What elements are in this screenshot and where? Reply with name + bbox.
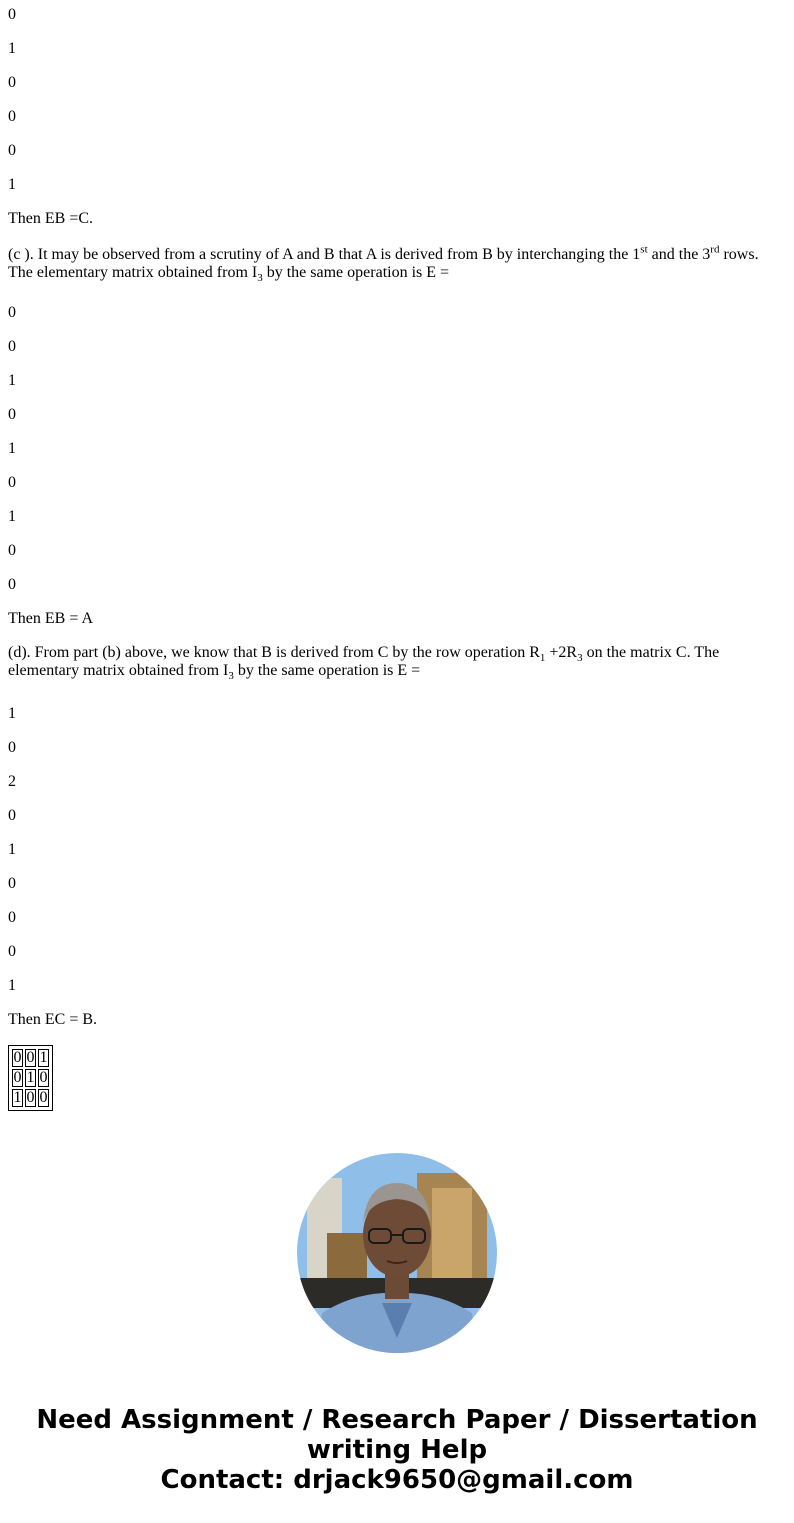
part-c-text: (c ). It may be observed from a scrutiny of A and B that A is derived from B by interchanging the 1 [8, 246, 641, 263]
table-cell: 0 [13, 1049, 22, 1066]
part-c-text: rows. The elementary matrix obtained from I [8, 246, 759, 281]
matrix-entry: 2 [8, 773, 16, 790]
table-cell: 1 [26, 1069, 35, 1086]
matrix-entry: 1 [8, 372, 16, 389]
matrix-entry: 0 [8, 142, 16, 159]
matrix-entry: 1 [8, 508, 16, 525]
matrix-entry: 0 [8, 108, 16, 125]
table-cell: 0 [39, 1069, 48, 1086]
part-d-text: (d). From part (b) above, we know that B is derived from C by the row operation R [8, 644, 540, 661]
matrix-entry: 1 [8, 440, 16, 457]
subscript: 3 [257, 272, 263, 285]
superscript: st [640, 243, 648, 256]
matrix-entry: 0 [8, 576, 16, 593]
matrix-entry: 0 [8, 739, 16, 756]
part-d-text: +2R [545, 644, 578, 661]
matrix-entry: 0 [8, 807, 16, 824]
table-cell: 1 [39, 1049, 48, 1066]
table-cell: 0 [26, 1049, 35, 1066]
promo-line: writing Help [306, 1435, 488, 1465]
conclusion-c: Then EB = A [8, 610, 94, 627]
person-portrait-image [297, 1153, 497, 1353]
matrix-entry: 0 [8, 6, 16, 23]
matrix-entry: 1 [8, 176, 16, 193]
table-cell: 0 [39, 1089, 48, 1106]
matrix-entry: 0 [8, 74, 16, 91]
part-d-paragraph [8, 644, 778, 683]
conclusion-b: Then EB =C. [8, 210, 94, 227]
matrix-table [8, 1045, 53, 1111]
matrix-entry: 0 [8, 338, 16, 355]
matrix-entry: 1 [8, 40, 16, 57]
conclusion-d: Then EC = B. [8, 1011, 98, 1028]
subscript: 3 [228, 670, 234, 683]
part-c-text: by the same operation is E = [262, 264, 450, 281]
table-cell: 0 [13, 1069, 22, 1086]
author-photo [297, 1153, 497, 1353]
table-row [12, 1049, 49, 1067]
subscript: 1 [539, 652, 546, 665]
table-cell: 1 [13, 1089, 22, 1106]
part-d-text: on the matrix C. The elementary matrix obtained from I [8, 644, 720, 679]
matrix-entry: 1 [8, 705, 16, 722]
matrix-entry: 0 [8, 474, 16, 491]
table-row [12, 1089, 49, 1107]
promo-line: Need Assignment / Research Paper / Dissertation [36, 1405, 758, 1435]
matrix-entry: 0 [8, 943, 16, 960]
part-c-text: and the 3 [647, 246, 711, 263]
table-row [12, 1069, 49, 1087]
subscript: 3 [577, 652, 583, 665]
matrix-entry: 0 [8, 304, 16, 321]
superscript: rd [710, 243, 720, 256]
matrix-entry: 1 [8, 841, 16, 858]
part-c-paragraph [8, 243, 778, 285]
table-cell: 0 [26, 1089, 35, 1106]
matrix-entry: 0 [8, 406, 16, 423]
matrix-entry: 0 [8, 909, 16, 926]
promo-banner [0, 1405, 794, 1495]
promo-contact: Contact: drjack9650@gmail.com [160, 1465, 634, 1495]
matrix-entry: 0 [8, 542, 16, 559]
part-d-text: by the same operation is E = [233, 662, 421, 679]
matrix-entry: 1 [8, 977, 16, 994]
matrix-entry: 0 [8, 875, 16, 892]
